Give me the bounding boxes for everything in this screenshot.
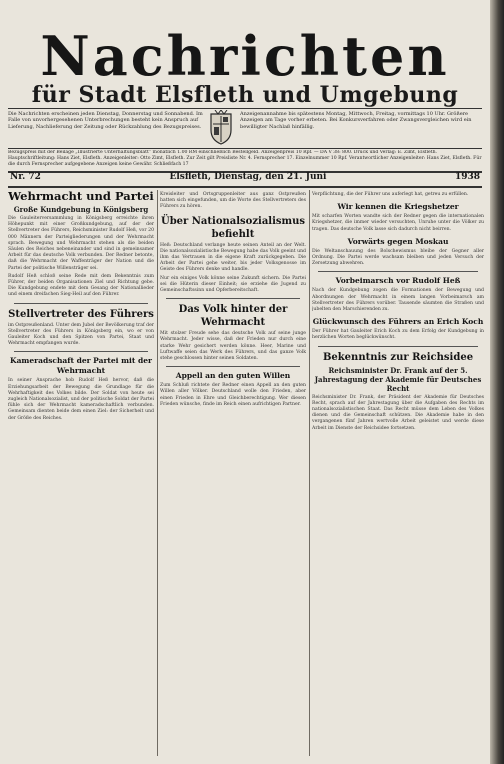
article-paragraph: Mit scharfen Worten wandte sich der Redner gegen die internationalen Kriegshetzer, die immer wieder versuchten, Unruhe unter die Völker zu tragen. Das deutsche Volk lasse sich dadurch nicht beirren. xyxy=(312,214,484,232)
masthead-title: Nachrichten xyxy=(40,24,450,88)
article-paragraph: Heß: Deutschland verlange heute seinen Anteil an der Welt. Die nationalsozialistische Bewegung habe das Volk geeint und ihm das Vertrauen in die eigene Kraft zurückgegeben. Die Arbeit der Partei gehe weiter, bis jeder Volksgenosse im Geiste des Führers denke und handle. xyxy=(160,242,306,273)
info-rule xyxy=(8,148,482,149)
section-divider xyxy=(166,366,300,367)
column-separator xyxy=(157,190,158,756)
article-paragraph: Verpflichtung, die der Führer uns auferlegt hat, getreu zu erfüllen. xyxy=(312,192,469,197)
masthead-subtitle: für Stadt Elsfleth und Umgebung xyxy=(31,82,459,108)
section-heading: Vorwärts gegen Moskau xyxy=(347,236,449,246)
column-2 xyxy=(160,190,306,760)
section-heading: Appell an den guten Willen xyxy=(175,371,291,381)
article-paragraph: Rudolf Heß schloß seine Rede mit dem Bekenntnis zum Führer, der beiden Organisationen Ziel und Richtung gebe. Die Kundgebung endete mit dem Gesang der Nationallieder und einem dreifachen Sieg-Heil auf den Führer. xyxy=(8,273,154,298)
article-paragraph: Der Führer hat Gauleiter Erich Koch zu dem Erfolg der Kundgebung in herzlichen Worten beglückwünscht. xyxy=(312,329,484,341)
article-paragraph: Mit stolzer Freude sehe das deutsche Volk auf seine junge Wehrmacht. Jeder wisse, daß der Frieden nur durch eine starke Wehr gesichert werden könne. Heer, Marine und Luftwaffe seien das Werk des Führers, und das ganze Volk stehe geschlossen hinter seinen Soldaten. xyxy=(160,331,306,362)
article-paragraph: Zum Schluß richtete der Redner einen Appell an den guten Willen aller Völker. Deutschland wolle den Frieden, aber einen Frieden in Ehre und Gleichberechtigung. Wer diesen Frieden wünsche, finde im Reich einen aufrichtigen Partner. xyxy=(160,383,306,407)
article-paragraph: Die Weltanschauung des Bolschewismus bleibe der Gegner aller Ordnung. Die Partei werde wachsam bleiben und jeden Versuch der Zersetzung abwehren. xyxy=(312,248,484,267)
article-paragraph: Die Gauleiterversammlung in Königsberg erreichte ihren Höhepunkt mit einer Großkundgebung, auf der der Stellvertreter des Führers, Reichsminister Rudolf Heß, vor 20 000 Männern der Parteigliederungen und der Wehrmacht sprach. Bewegung und Wehrmacht stehen als die beiden Säulen des Reiches nebeneinander und sind in gemeinsamer Arbeit für das deutsche Volk verbunden. Der Redner betonte, daß die Wehrmacht der Waffenträger der Nation und die Partei der politische Willensträger sei. xyxy=(8,216,154,271)
town-crest-icon xyxy=(209,110,233,146)
subscription-band: Bezugspreis mit der Beilage „Illustrierte Unterhaltungsblatt“ monatlich 1.00 RM einschließlich Bestellgeld. Anzeigenpreis 10 Rpf. — DA V 38: 800. Druck und Verlag: E. Zimt, Elsfleth. Hauptschriftleitung: Hans Ziet, Elsfleth. Anzeigenleiter: Otto Zimt, Elsfleth. Zur Zeit gilt Preisliste Nr. 4. Fernsprecher 17. Einzelnummer 10 Rpf. Verantwortlicher Anzeigenleiter: Hans Ziet, Elsfleth. Für die durch Fernsprecher aufgegebene Anzeigen keine Gewähr. Schließfach 17 xyxy=(8,150,482,168)
publication-info-right: Anzeigenannahme bis spätestens Montag, Mittwoch, Freitag, vormittags 10 Uhr. Größere Anzeigen am Tage vorher erbeten. Bei Konkursverfahren oder Zwangsvergleichen wird ein bewilligter Nachlaß hinfällig. xyxy=(240,111,472,130)
column-1 xyxy=(8,190,154,760)
page-edge xyxy=(490,0,504,764)
issue-number: Nr. 72 xyxy=(10,172,41,182)
article-paragraph: In seiner Ansprache hob Rudolf Heß hervor, daß die Erziehungsarbeit der Bewegung die Grundlage für die Wehrhaftigkeit des Volkes bilde. Der Soldat von heute sei zugleich Nationalsozialist, und der politische Soldat der Partei fühle sich der Wehrmacht kameradschaftlich verbunden. Gemeinsam dienten beide dem einen Ziel: der Sicherheit und der Größe des Reiches. xyxy=(8,378,154,421)
section-heading: Über Nationalsozialismus befiehlt xyxy=(160,215,306,240)
article-headline: Wehrmacht und Partei xyxy=(8,190,154,203)
dateline xyxy=(8,172,482,184)
article-subheadline: Große Kundgebung in Königsberg xyxy=(13,205,149,214)
section-divider xyxy=(318,346,478,347)
publication-info-left: Die Nachrichten erscheinen jeden Dienstag, Donnerstag und Sonnabend. Im Falle von unvorhergesehenen Unterbrechungen besteht kein Anspruch auf Lieferung, Nachlieferung der Zeitung oder Rückzahlung des Bezugspreises. xyxy=(8,111,203,130)
section-heading: Bekenntnis zur Reichsidee xyxy=(322,351,474,363)
article-paragraph: Nur ein einiges Volk könne seine Zukunft sichern. Die Partei sei die Hüterin dieser Einheit; sie erziehe die Jugend zu Gemeinschaftssinn und Opferbereitschaft. xyxy=(160,275,306,294)
section-divider xyxy=(14,351,148,352)
issue-year: 1938 xyxy=(454,172,480,182)
section-heading: Kameradschaft der Partei mit der Wehrmacht xyxy=(10,356,152,376)
section-divider xyxy=(166,298,300,299)
section-heading: Glückwunsch des Führers an Erich Koch xyxy=(312,317,484,327)
section-heading: Das Volk hinter der Wehrmacht xyxy=(178,304,288,329)
section-divider xyxy=(318,271,478,272)
article-paragraph: im Ostpreußenland. Unter dem Jubel der Bevölkerung traf der Stellvertreter des Führers in Königsberg ein, wo er von Gauleiter Koch und den Spitzen von Partei, Staat und Wehrmacht empfangen wurde. xyxy=(8,322,154,347)
column-3 xyxy=(312,190,484,760)
dateline-rule-bottom xyxy=(8,186,482,188)
section-heading: Wir kennen die Kriegshetzer xyxy=(337,202,459,212)
article-paragraph: Kreisleiter und Ortsgruppenleiter aus ganz Ostpreußen hatten sich eingefunden, um die Worte des Stellvertreters des Führers zu hören. xyxy=(160,192,306,210)
article-paragraph: Reichsminister Dr. Frank, der Präsident der Akademie für Deutsches Recht, sprach auf der Jahrestagung über die Aufgaben des Rechts im nationalsozialistischen Staat. Das Recht müsse dem Leben des Volkes dienen und die Gemeinschaft schützen. Die Akademie habe in den vergangenen fünf Jahren wertvolle Arbeit geleistet und werde diese Arbeit im Dienste der Reichsidee fortsetzen. xyxy=(312,394,484,431)
section-divider xyxy=(14,303,148,304)
article-subheadline: Reichsminister Dr. Frank auf der 5. Jahrestagung der Akademie für Deutsches Recht xyxy=(314,365,482,393)
masthead-rule xyxy=(8,108,482,109)
section-heading: Vorbeimarsch vor Rudolf Heß xyxy=(335,276,461,286)
place-date: Elsfleth, Dienstag, den 21. Juni xyxy=(169,172,327,182)
article-paragraph: Nach der Kundgebung zogen die Formationen der Bewegung und Abordnungen der Wehrmacht in einem langen Vorbeimarsch am Stellvertreter des Führers vorüber. Tausende säumten die Straßen und jubelten den Marschierenden zu. xyxy=(312,288,484,313)
section-heading: Stellvertreter des Führers xyxy=(8,308,154,320)
column-separator xyxy=(309,190,310,756)
